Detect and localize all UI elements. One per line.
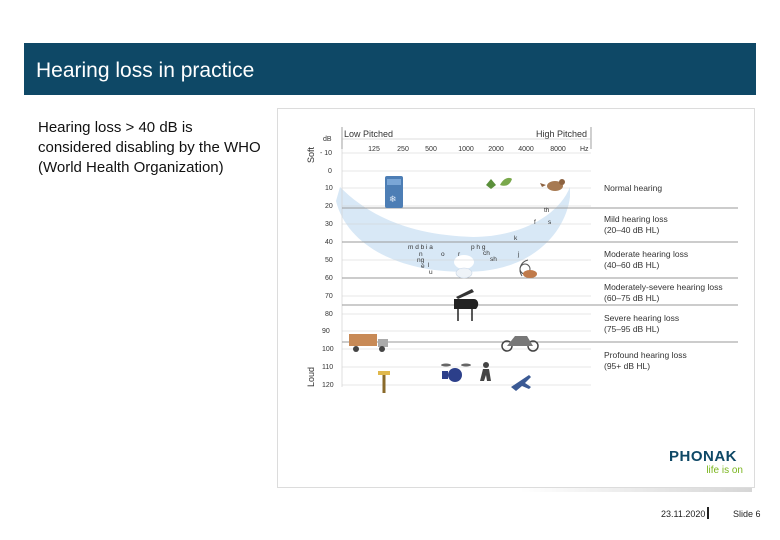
db-tick: 50 — [325, 257, 333, 264]
title-bar — [24, 43, 756, 95]
db-tick: 80 — [325, 311, 333, 318]
db-tick: 120 — [322, 382, 334, 389]
piano-icon — [454, 289, 478, 321]
freq-label: 250 — [397, 146, 409, 153]
drum-kit-icon — [441, 362, 491, 382]
soft-label: Soft — [306, 146, 316, 163]
speech-banana-area — [336, 187, 570, 272]
phoneme: th — [544, 207, 550, 214]
slide-number: Slide 6 — [733, 509, 761, 519]
audiogram-svg — [278, 109, 754, 487]
phoneme: f — [534, 219, 536, 226]
footer-date: 23.11.2020 — [661, 509, 706, 519]
zone-moderate-range: (40–60 dB HL) — [604, 260, 660, 270]
zone-modsevere-range: (60–75 dB HL) — [604, 293, 660, 303]
zone-labels — [604, 183, 723, 371]
db-unit-label: dB — [323, 136, 332, 143]
zone-severe-range: (75–95 dB HL) — [604, 324, 660, 334]
phoneme: p h g — [471, 244, 486, 251]
db-tick: 0 — [328, 168, 332, 175]
phoneme: o — [441, 251, 445, 258]
bird-icon — [540, 179, 565, 191]
phoneme: k — [514, 235, 518, 242]
phoneme: n — [419, 251, 423, 258]
dog-icon — [456, 268, 472, 278]
zone-profound-label: Profound hearing loss — [604, 350, 687, 360]
phoneme: s — [548, 219, 552, 226]
phonak-tagline: life is on — [706, 465, 743, 476]
slide-title: Hearing loss in practice — [36, 59, 255, 82]
phoneme: l — [428, 262, 430, 269]
hz-unit-label: Hz — [580, 146, 589, 153]
db-tick: 100 — [322, 346, 334, 353]
phoneme: j — [518, 251, 520, 258]
phoneme: sh — [490, 256, 497, 263]
db-tick: 30 — [325, 221, 333, 228]
high-pitched-label: High Pitched — [536, 129, 588, 139]
banana-gap — [454, 255, 474, 269]
db-tick: 90 — [322, 328, 330, 335]
phoneme: ng — [417, 257, 425, 264]
zone-normal-label: Normal hearing — [604, 183, 663, 193]
db-tick: - 10 — [320, 150, 333, 157]
db-tick-labels — [320, 150, 334, 389]
low-pitched-label: Low Pitched — [344, 129, 394, 139]
airplane-icon — [511, 375, 531, 391]
phonak-wordmark: PHONAK — [669, 448, 738, 465]
phoneme: e — [421, 263, 425, 270]
zone-mild-range: (20–40 dB HL) — [604, 225, 660, 235]
db-tick: 10 — [325, 185, 333, 192]
freq-label: 125 — [368, 146, 380, 153]
zone-severe-label: Severe hearing loss — [604, 313, 680, 323]
frequency-labels — [368, 146, 566, 153]
zone-moderate-label: Moderate hearing loss — [604, 249, 689, 259]
frame-shadow — [520, 488, 752, 492]
zone-modsevere-label: Moderately-severe hearing loss — [604, 282, 723, 292]
db-tick: 110 — [322, 364, 334, 371]
faucet-icon — [385, 176, 403, 208]
body-text: Hearing loss > 40 dB is considered disabling by the WHO (World Health Organization) — [38, 119, 261, 176]
leaves-icon — [486, 178, 512, 189]
vacuum-icon — [520, 260, 537, 278]
freq-label: 8000 — [550, 146, 566, 153]
audiogram-frame — [277, 108, 755, 488]
phoneme: ch — [483, 250, 490, 257]
phoneme: r — [458, 251, 461, 258]
freq-label: 2000 — [488, 146, 504, 153]
loud-label: Loud — [306, 366, 316, 387]
freq-label: 500 — [425, 146, 437, 153]
db-tick: 20 — [325, 203, 333, 210]
phoneme: m d b i a — [408, 244, 433, 251]
jackhammer-icon — [378, 371, 390, 393]
zone-mild-label: Mild hearing loss — [604, 214, 668, 224]
db-tick: 40 — [325, 239, 333, 246]
svg-text:❄: ❄ — [389, 194, 397, 204]
db-tick: 60 — [325, 275, 333, 282]
zone-profound-range: (95+ dB HL) — [604, 361, 651, 371]
phonak-logo — [669, 449, 749, 479]
freq-label: 1000 — [458, 146, 474, 153]
footer-divider — [707, 507, 709, 519]
db-tick: 70 — [325, 293, 333, 300]
phoneme: u — [429, 269, 433, 276]
freq-label: 4000 — [518, 146, 534, 153]
